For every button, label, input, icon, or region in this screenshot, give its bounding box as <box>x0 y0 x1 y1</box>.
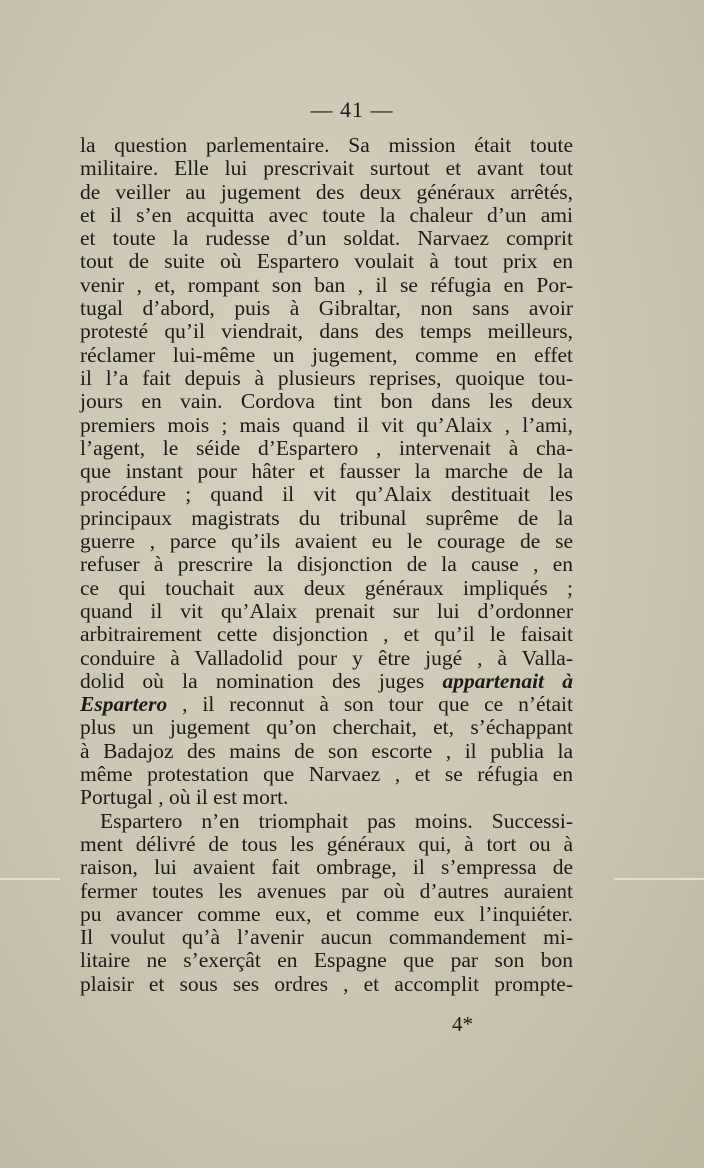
text-line: même protestation que Narvaez , et se réfugia en <box>80 762 573 787</box>
text-line: principaux magistrats du tribunal suprême de la <box>80 505 573 530</box>
text-line: raison, lui avaient fait ombrage, il s’empressa de <box>80 855 573 880</box>
text-line: et il s’en acquitta avec toute la chaleur d’un ami <box>80 202 573 227</box>
text-line: guerre , parce qu’ils avaient eu le courage de se <box>80 529 573 554</box>
text-line: protesté qu’il viendrait, dans des temps meilleurs, <box>80 319 573 344</box>
text-line: procédure ; quand il vit qu’Alaix destituait les <box>80 482 573 507</box>
text-line: quand il vit qu’Alaix prenait sur lui d’ordonner <box>80 598 573 623</box>
text-line: pu avancer comme eux, et comme eux l’inquiéter. <box>80 901 573 926</box>
text-fragment: dolid où la nomination des juges <box>80 668 443 693</box>
text-line: premiers mois ; mais quand il vit qu’Alaix , l’ami, <box>80 412 573 437</box>
text-line: plaisir et sous ses ordres , et accomplit prompte- <box>80 971 573 996</box>
body-text <box>80 134 573 996</box>
italic-fragment: Espartero <box>80 692 168 717</box>
text-line: Portugal , où il est mort. <box>80 785 289 810</box>
page-edge-mark-left <box>0 878 60 880</box>
text-line: l’agent, le séide d’Espartero , intervenait à cha- <box>80 435 573 460</box>
text-fragment: , il reconnut à son tour que ce n’était <box>167 692 573 717</box>
text-line: tugal d’abord, puis à Gibraltar, non sans avoir <box>80 296 573 321</box>
text-line: réclamer lui-même un jugement, comme en effet <box>80 342 573 367</box>
text-line: Il voulut qu’à l’avenir aucun commandement mi- <box>80 925 573 950</box>
text-line: venir , et, rompant son ban , il se réfugia en Por- <box>80 272 573 297</box>
text-line: plus un jugement qu’on cherchait, et, s’échappant <box>80 715 573 740</box>
page-number: — 41 — <box>310 97 394 122</box>
text-line: litaire ne s’exerçât en Espagne que par son bon <box>80 948 573 973</box>
text-line: tout de suite où Espartero voulait à tout prix en <box>80 249 573 274</box>
text-line: refuser à prescrire la disjonction de la cause , en <box>80 552 573 577</box>
text-line: arbitrairement cette disjonction , et qu’il le faisait <box>80 622 573 647</box>
text-line-with-italic <box>80 693 573 716</box>
text-line: Espartero n’en triomphait pas moins. Successi- <box>100 808 573 833</box>
text-line: que instant pour hâter et fausser la marche de la <box>80 459 573 484</box>
text-line: ment délivré de tous les généraux qui, à tort ou à <box>80 831 573 856</box>
text-line: la question parlementaire. Sa mission était toute <box>80 133 573 157</box>
text-line-with-italic <box>80 670 573 693</box>
text-line: conduire à Valladolid pour y être jugé , à Valla- <box>80 645 573 670</box>
text-line: à Badajoz des mains de son escorte , il publia la <box>80 738 573 763</box>
text-line: il l’a fait depuis à plusieurs reprises, quoique tou- <box>80 365 573 390</box>
text-line: militaire. Elle lui prescrivait surtout et avant tout <box>80 156 573 181</box>
italic-fragment: appartenait à <box>442 668 573 693</box>
text-line: ce qui touchait aux deux généraux impliqués ; <box>80 575 573 600</box>
text-line: de veiller au jugement des deux généraux arrêtés, <box>80 179 573 204</box>
text-line: jours en vain. Cordova tint bon dans les deux <box>80 389 573 414</box>
text-line: et toute la rudesse d’un soldat. Narvaez comprit <box>80 226 573 251</box>
signature-mark: 4* <box>452 1012 473 1036</box>
text-line: fermer toutes les avenues par où d’autres auraient <box>80 878 573 903</box>
page-edge-mark-right <box>614 878 704 880</box>
